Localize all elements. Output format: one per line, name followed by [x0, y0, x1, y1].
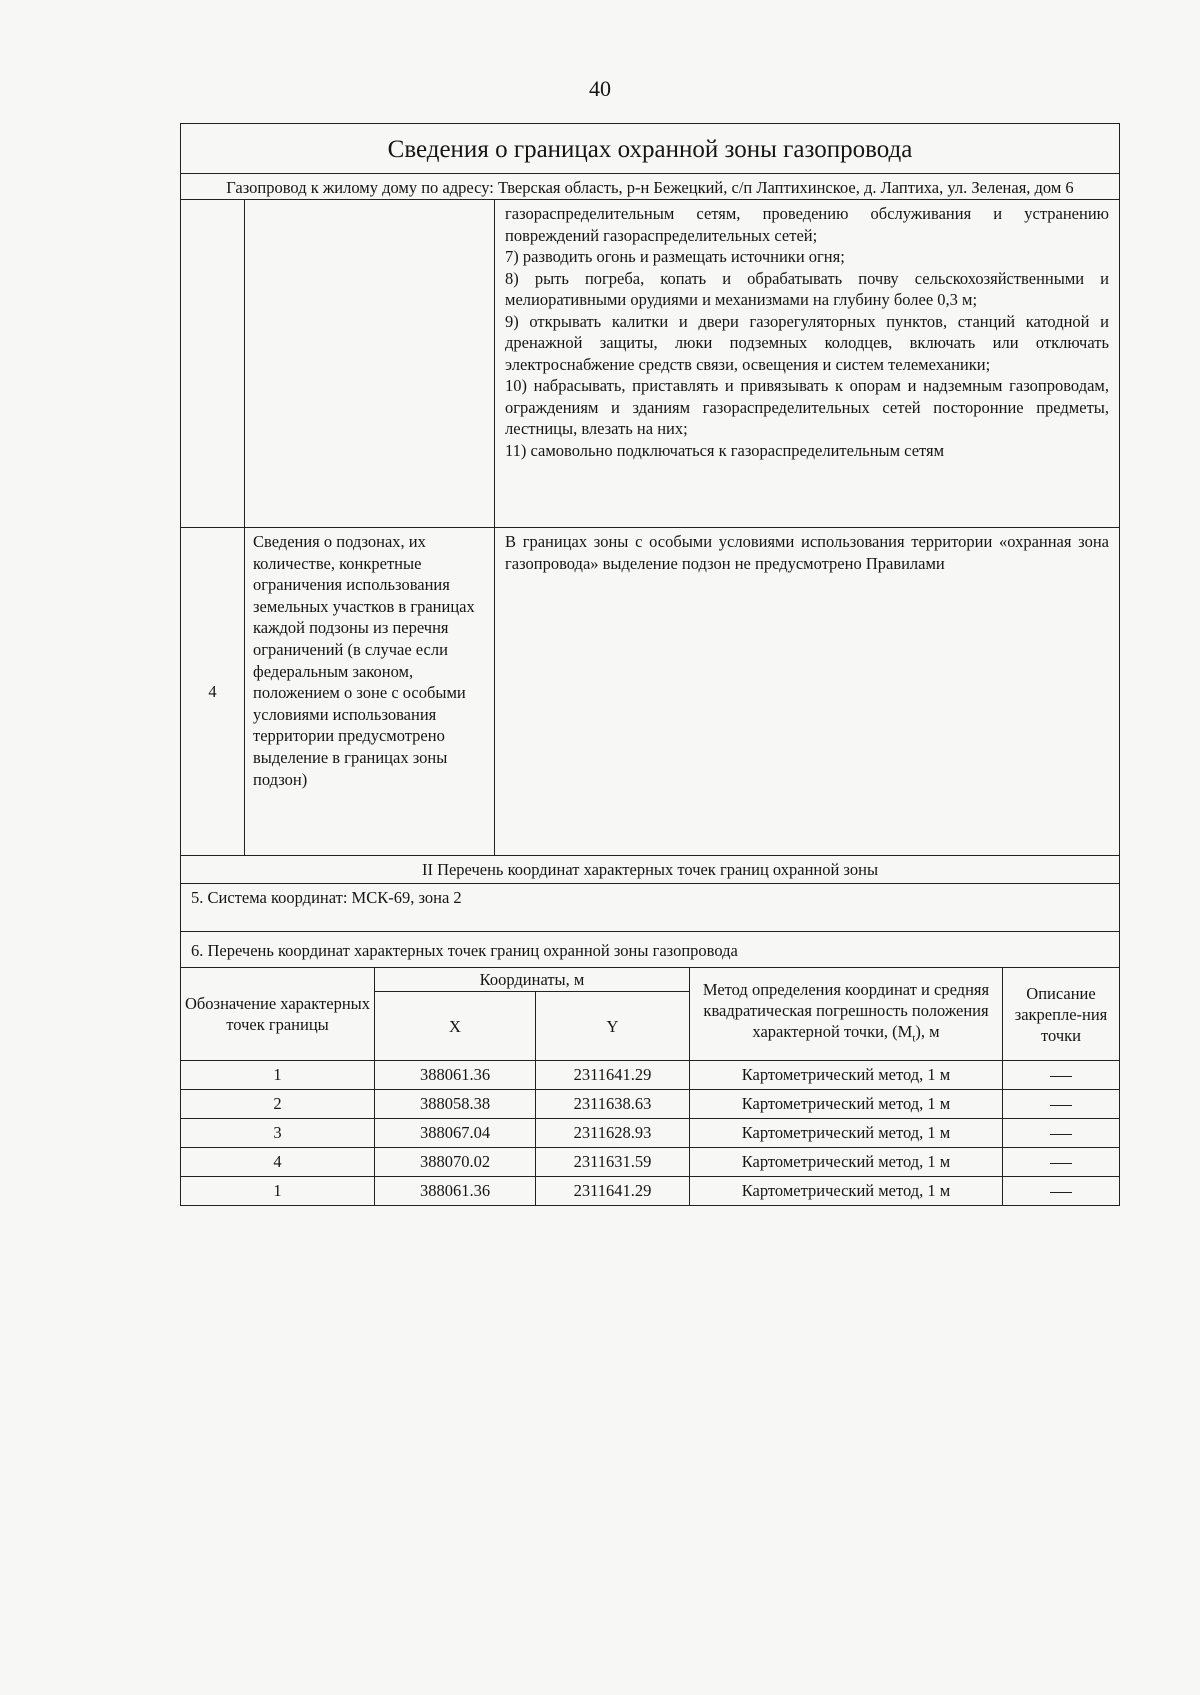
table-row — [181, 1061, 1120, 1090]
coordinate-list-title: 6. Перечень координат характерных точек границ охранной зоны газопровода — [181, 932, 1120, 968]
header-x: X — [375, 992, 536, 1061]
header-method: Метод определения координат и средняя квадратическая погрешность положения характерной точки, $(M_t)$, м — [690, 968, 1003, 1061]
x-value: 388058.38 — [375, 1090, 536, 1119]
x-value: 388061.36 — [375, 1061, 536, 1090]
row-number: 4 — [181, 528, 245, 856]
restrictions-list — [495, 200, 1120, 528]
description-dash — [1003, 1119, 1120, 1148]
table-row — [181, 1177, 1120, 1206]
restriction-item: 10) набрасывать, приставлять и привязывать к опорам и надземным газопроводам, ограждениям и зданиям газораспределительных сетей посторонние предметы, лестницы, влезать на них; — [505, 376, 1109, 438]
x-value: 388070.02 — [375, 1148, 536, 1177]
description-dash — [1003, 1177, 1120, 1206]
table-row — [181, 1119, 1120, 1148]
header-coordinates: Координаты, м — [375, 968, 690, 992]
description-dash — [1003, 1061, 1120, 1090]
row-label-empty — [245, 200, 495, 528]
subzones-value: В границах зоны с особыми условиями использования территории «охранная зона газопровода» выделение подзон не предусмотрено Правилами — [495, 528, 1120, 856]
coordinate-system: 5. Система координат: МСК-69, зона 2 — [181, 884, 1120, 932]
coordinates-table — [180, 968, 1120, 1206]
table-row — [181, 1090, 1120, 1119]
description-dash — [1003, 1090, 1120, 1119]
point-id: 1 — [181, 1061, 375, 1090]
header-point: Обозначение характерных точек границы — [181, 968, 375, 1061]
restriction-item: 9) открывать калитки и двери газорегуляторных пунктов, станций катодной и дренажной защиты, люки подземных колодцев, включать или отключать электроснабжение средств связи, освещения и систем телемеханики; — [505, 311, 1109, 374]
object-address: Газопровод к жилому дому по адресу: Тверская область, р-н Бежецкий, с/п Лаптихинское, д. Лаптиха, ул. Зеленая, дом 6 — [181, 174, 1120, 200]
y-value: 2311631.59 — [536, 1148, 690, 1177]
y-value: 2311638.63 — [536, 1090, 690, 1119]
y-value: 2311641.29 — [536, 1061, 690, 1090]
restriction-item: газораспределительным сетям, проведению обслуживания и устранению повреждений газораспределительных сетей; — [505, 204, 1109, 245]
restriction-item: 7) разводить огонь и размещать источники огня; — [505, 247, 845, 266]
header-description: Описание закрепле-ния точки — [1003, 968, 1120, 1061]
point-id: 1 — [181, 1177, 375, 1206]
x-value: 388061.36 — [375, 1177, 536, 1206]
point-id: 2 — [181, 1090, 375, 1119]
zone-info-table — [180, 123, 1120, 968]
method-value: Картометрический метод, 1 м — [690, 1090, 1003, 1119]
subzones-label: Сведения о подзонах, их количестве, конкретные ограничения использования земельных участков в границах каждой подзоны из перечня ограничений (в случае если федеральным законом, положением о зоне с особыми условиями использования территории предусмотрено выделение в границах зоны подзон) — [245, 528, 495, 856]
row-number-empty — [181, 200, 245, 528]
table-row — [181, 1148, 1120, 1177]
x-value: 388067.04 — [375, 1119, 536, 1148]
document-title: Сведения о границах охранной зоны газопровода — [181, 124, 1120, 174]
restriction-item: 11) самовольно подключаться к газораспределительным сетям — [505, 440, 945, 460]
y-value: 2311628.93 — [536, 1119, 690, 1148]
header-y: Y — [536, 992, 690, 1061]
method-value: Картометрический метод, 1 м — [690, 1119, 1003, 1148]
restriction-item: 8) рыть погреба, копать и обрабатывать почву сельскохозяйственными и мелиоративными орудиями и механизмами на глубину более 0,3 м; — [505, 268, 1109, 309]
y-value: 2311641.29 — [536, 1177, 690, 1206]
section-2-title: II Перечень координат характерных точек границ охранной зоны — [181, 856, 1120, 884]
method-value: Картометрический метод, 1 м — [690, 1061, 1003, 1090]
zone-document — [180, 123, 1120, 1206]
method-value: Картометрический метод, 1 м — [690, 1148, 1003, 1177]
point-id: 4 — [181, 1148, 375, 1177]
page-number: 40 — [589, 76, 611, 101]
description-dash — [1003, 1148, 1120, 1177]
method-value: Картометрический метод, 1 м — [690, 1177, 1003, 1206]
point-id: 3 — [181, 1119, 375, 1148]
